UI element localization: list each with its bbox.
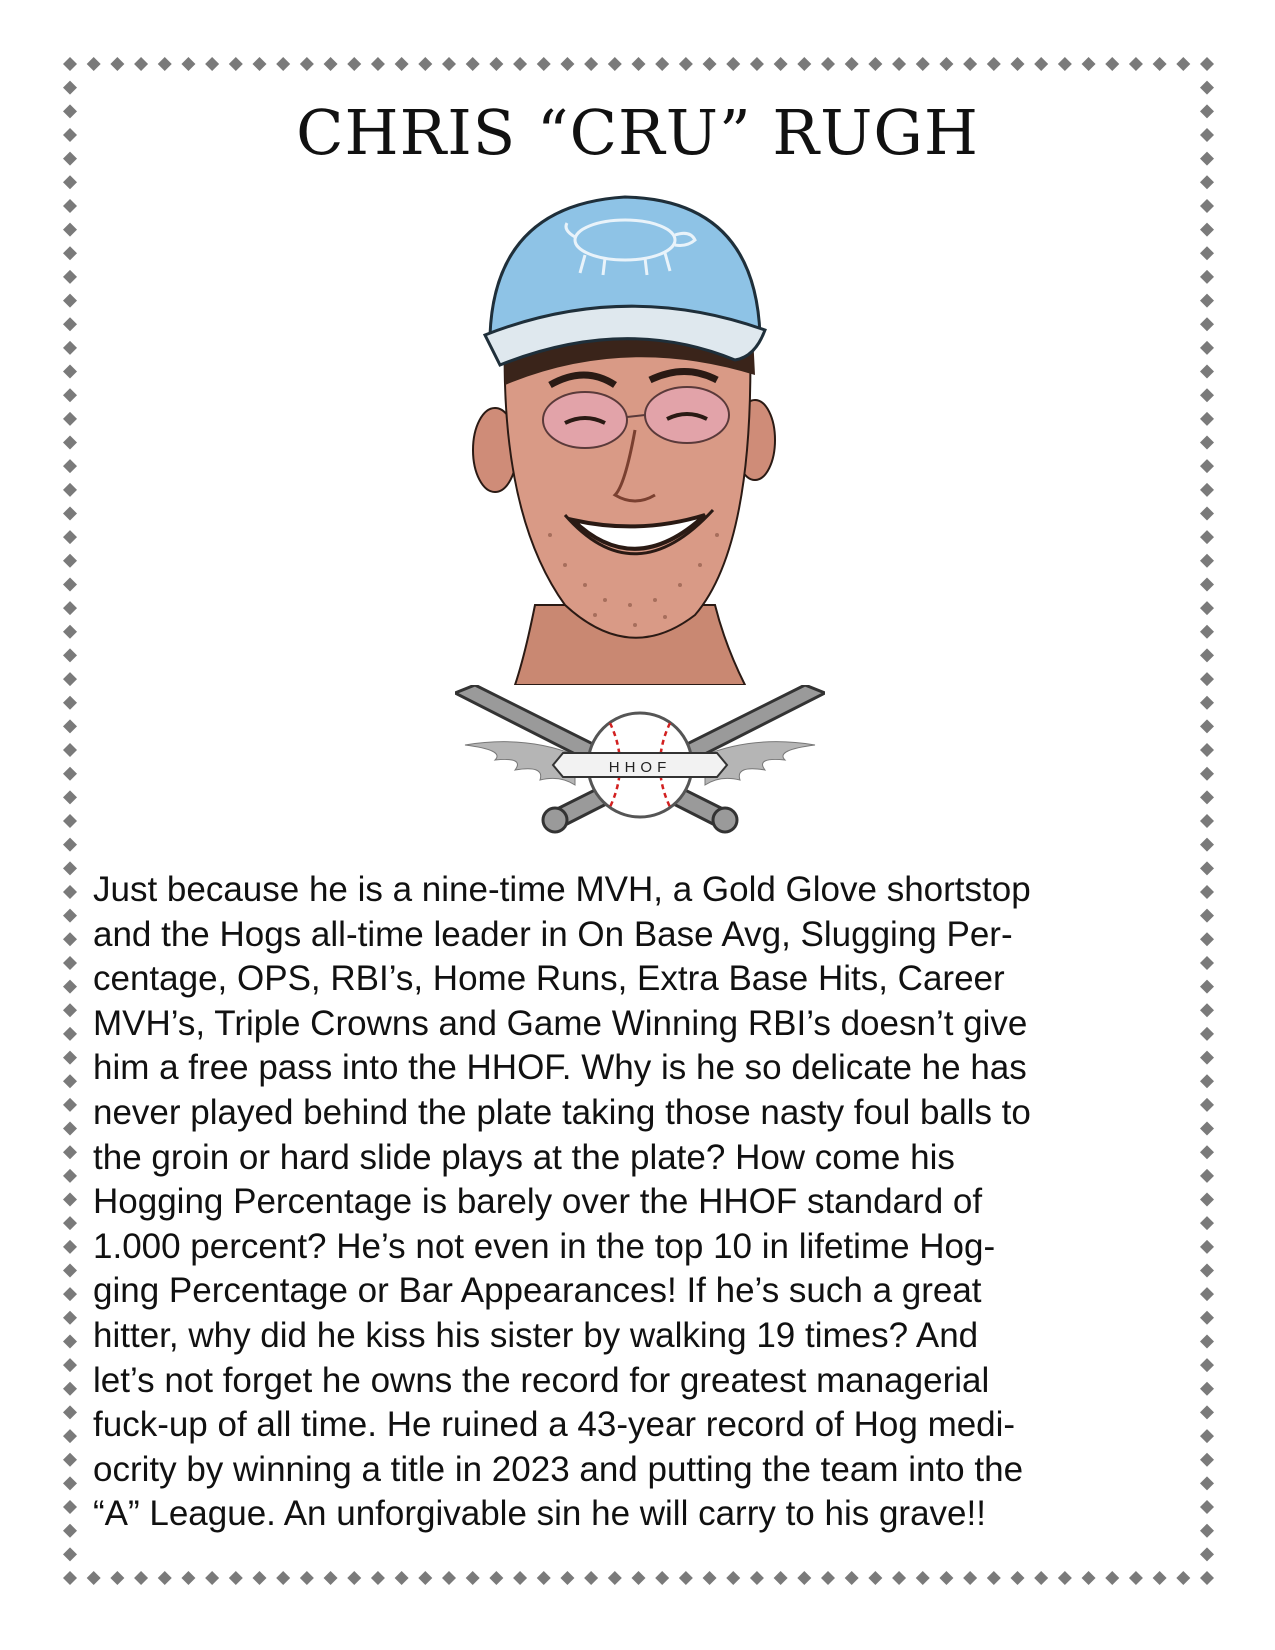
border-diamond bbox=[1200, 672, 1214, 686]
border-diamond bbox=[63, 909, 77, 923]
border-diamond bbox=[1105, 1571, 1119, 1585]
hhof-logo bbox=[455, 685, 825, 845]
border-diamond bbox=[868, 57, 882, 71]
player-portrait bbox=[455, 185, 815, 685]
border-diamond bbox=[276, 1571, 290, 1585]
border-diamond bbox=[63, 1051, 77, 1065]
border-diamond bbox=[1200, 1500, 1214, 1514]
border-diamond bbox=[63, 1571, 77, 1585]
border-diamond bbox=[1200, 57, 1214, 71]
border-diamond bbox=[229, 1571, 243, 1585]
border-diamond bbox=[1200, 838, 1214, 852]
border-diamond bbox=[63, 1145, 77, 1159]
border-diamond bbox=[1200, 175, 1214, 189]
border-diamond bbox=[87, 1571, 101, 1585]
border-diamond bbox=[63, 696, 77, 710]
border-diamond bbox=[63, 530, 77, 544]
border-diamond bbox=[1200, 1145, 1214, 1159]
border-diamond bbox=[63, 672, 77, 686]
border-diamond bbox=[1200, 1027, 1214, 1041]
border-diamond bbox=[63, 1311, 77, 1325]
border-diamond bbox=[110, 1571, 124, 1585]
border-diamond bbox=[63, 81, 77, 95]
border-diamond bbox=[300, 1571, 314, 1585]
border-diamond bbox=[1058, 57, 1072, 71]
border-diamond bbox=[821, 57, 835, 71]
border-diamond bbox=[1200, 1169, 1214, 1183]
border-diamond bbox=[229, 57, 243, 71]
border-diamond bbox=[1011, 57, 1025, 71]
border-diamond bbox=[1200, 1193, 1214, 1207]
border-diamond bbox=[63, 1500, 77, 1514]
border-diamond bbox=[1034, 1571, 1048, 1585]
border-diamond bbox=[1058, 1571, 1072, 1585]
border-diamond bbox=[63, 365, 77, 379]
border-diamond bbox=[63, 980, 77, 994]
border-diamond bbox=[1200, 81, 1214, 95]
border-diamond bbox=[63, 767, 77, 781]
border-diamond bbox=[1153, 57, 1167, 71]
border-diamond bbox=[1200, 1358, 1214, 1372]
border-diamond bbox=[1200, 554, 1214, 568]
border-diamond bbox=[1200, 648, 1214, 662]
border-diamond bbox=[395, 57, 409, 71]
border-diamond bbox=[608, 1571, 622, 1585]
border-diamond bbox=[1200, 436, 1214, 450]
border-diamond bbox=[63, 1358, 77, 1372]
border-diamond bbox=[347, 57, 361, 71]
border-diamond bbox=[1200, 861, 1214, 875]
border-diamond bbox=[276, 57, 290, 71]
border-diamond bbox=[205, 57, 219, 71]
border-diamond bbox=[892, 57, 906, 71]
border-diamond bbox=[1200, 1240, 1214, 1254]
border-diamond bbox=[442, 57, 456, 71]
border-diamond bbox=[1200, 577, 1214, 591]
border-diamond bbox=[466, 1571, 480, 1585]
border-diamond bbox=[1200, 1098, 1214, 1112]
border-diamond bbox=[158, 1571, 172, 1585]
border-diamond bbox=[63, 459, 77, 473]
border-diamond bbox=[655, 57, 669, 71]
border-diamond bbox=[63, 719, 77, 733]
border-diamond bbox=[134, 1571, 148, 1585]
border-diamond bbox=[1200, 1405, 1214, 1419]
border-diamond bbox=[1200, 270, 1214, 284]
border-diamond bbox=[608, 57, 622, 71]
border-diamond bbox=[63, 814, 77, 828]
border-diamond bbox=[63, 1287, 77, 1301]
border-diamond bbox=[821, 1571, 835, 1585]
border-diamond bbox=[1176, 57, 1190, 71]
border-diamond bbox=[347, 1571, 361, 1585]
border-diamond bbox=[324, 57, 338, 71]
border-diamond bbox=[253, 1571, 267, 1585]
border-diamond bbox=[181, 1571, 195, 1585]
border-diamond bbox=[63, 932, 77, 946]
border-diamond bbox=[63, 1027, 77, 1041]
border-diamond bbox=[1200, 1571, 1214, 1585]
border-diamond bbox=[1200, 1311, 1214, 1325]
border-diamond bbox=[632, 1571, 646, 1585]
border-diamond bbox=[1200, 1122, 1214, 1136]
border-diamond bbox=[1200, 719, 1214, 733]
border-diamond bbox=[963, 1571, 977, 1585]
border-diamond bbox=[1200, 1453, 1214, 1467]
border-diamond bbox=[1082, 57, 1096, 71]
border-diamond bbox=[1200, 412, 1214, 426]
border-diamond bbox=[1200, 1263, 1214, 1277]
border-diamond bbox=[63, 601, 77, 615]
border-diamond bbox=[797, 57, 811, 71]
border-diamond bbox=[63, 246, 77, 260]
border-diamond bbox=[513, 57, 527, 71]
border-diamond bbox=[1200, 980, 1214, 994]
border-diamond bbox=[1200, 530, 1214, 544]
border-diamond bbox=[537, 1571, 551, 1585]
border-diamond bbox=[584, 57, 598, 71]
border-diamond bbox=[560, 1571, 574, 1585]
border-diamond bbox=[703, 1571, 717, 1585]
border-diamond bbox=[466, 57, 480, 71]
border-diamond bbox=[1200, 1524, 1214, 1538]
border-diamond bbox=[584, 1571, 598, 1585]
border-diamond bbox=[1082, 1571, 1096, 1585]
border-diamond bbox=[1200, 1074, 1214, 1088]
border-diamond bbox=[63, 317, 77, 331]
border-diamond bbox=[774, 1571, 788, 1585]
border-diamond bbox=[158, 57, 172, 71]
border-diamond bbox=[1176, 1571, 1190, 1585]
border-diamond bbox=[63, 1122, 77, 1136]
border-diamond bbox=[750, 57, 764, 71]
border-diamond bbox=[726, 57, 740, 71]
border-diamond bbox=[63, 483, 77, 497]
border-diamond bbox=[63, 57, 77, 71]
biography-text: Just because he is a nine-time MVH, a Gold Glove shortstop and the Hogs all-time leader in On Base Avg, Slugging Per- centage, OPS, RBI’s, Home Runs, Extra Base Hits, Career MVH’s, Triple Crowns and Game Winning RBI’s doesn’t give him a free pass into the HHOF. Why is he so delicate he has never played behind the plate taking those nasty foul balls to the groin or hard slide plays at the plate? How come his Hogging Percentage is barely over the HHOF standard of 1.000 percent? He’s not even in the top 10 in lifetime Hog- ging Percentage or Bar Appearances! If he’s such a great hitter, why did he kiss his sister by walking 19 times? And let’s not forget he owns the record for greatest managerial fuck-up of all time. He ruined a 43-year record of Hog medi- ocrity by winning a title in 2023 and putting the team into the “A” League. An unforgivable sin he will carry to his grave!! bbox=[93, 870, 1031, 1534]
border-diamond bbox=[371, 57, 385, 71]
border-diamond bbox=[750, 1571, 764, 1585]
border-diamond bbox=[63, 1405, 77, 1419]
border-diamond bbox=[300, 57, 314, 71]
border-diamond bbox=[1200, 1382, 1214, 1396]
border-diamond bbox=[63, 577, 77, 591]
border-diamond bbox=[63, 1453, 77, 1467]
border-diamond bbox=[63, 1003, 77, 1017]
border-diamond bbox=[63, 1193, 77, 1207]
border-diamond bbox=[892, 1571, 906, 1585]
border-diamond bbox=[63, 1263, 77, 1277]
border-diamond bbox=[87, 57, 101, 71]
border-diamond bbox=[1200, 1429, 1214, 1443]
border-diamond bbox=[1034, 57, 1048, 71]
border-diamond bbox=[63, 1169, 77, 1183]
border-diamond bbox=[1200, 696, 1214, 710]
border-diamond bbox=[395, 1571, 409, 1585]
border-diamond bbox=[797, 1571, 811, 1585]
border-diamond bbox=[63, 341, 77, 355]
border-diamond bbox=[845, 57, 859, 71]
border-diamond bbox=[63, 412, 77, 426]
border-diamond bbox=[845, 1571, 859, 1585]
border-diamond bbox=[1200, 223, 1214, 237]
border-diamond bbox=[1011, 1571, 1025, 1585]
border-diamond bbox=[324, 1571, 338, 1585]
border-diamond bbox=[774, 57, 788, 71]
border-diamond bbox=[963, 57, 977, 71]
border-diamond bbox=[63, 1547, 77, 1561]
border-diamond bbox=[63, 1334, 77, 1348]
border-diamond bbox=[1200, 1334, 1214, 1348]
border-diamond bbox=[1200, 814, 1214, 828]
border-diamond bbox=[63, 1098, 77, 1112]
border-diamond bbox=[63, 956, 77, 970]
border-diamond bbox=[513, 1571, 527, 1585]
border-diamond bbox=[63, 861, 77, 875]
border-diamond bbox=[205, 1571, 219, 1585]
border-diamond bbox=[63, 1074, 77, 1088]
border-diamond bbox=[1200, 1547, 1214, 1561]
border-diamond bbox=[489, 1571, 503, 1585]
border-diamond bbox=[1200, 341, 1214, 355]
border-diamond bbox=[63, 648, 77, 662]
border-diamond bbox=[703, 57, 717, 71]
border-diamond bbox=[1200, 885, 1214, 899]
border-diamond bbox=[1200, 625, 1214, 639]
logo-banner-text: HHOF bbox=[608, 759, 672, 776]
border-diamond bbox=[1200, 1003, 1214, 1017]
border-diamond bbox=[63, 199, 77, 213]
border-diamond bbox=[632, 57, 646, 71]
border-diamond bbox=[1200, 246, 1214, 260]
border-diamond bbox=[1105, 57, 1119, 71]
border-diamond bbox=[63, 743, 77, 757]
border-diamond bbox=[1200, 459, 1214, 473]
border-diamond bbox=[63, 506, 77, 520]
border-diamond bbox=[868, 1571, 882, 1585]
border-diamond bbox=[916, 57, 930, 71]
border-diamond bbox=[63, 270, 77, 284]
border-diamond bbox=[63, 436, 77, 450]
border-diamond bbox=[489, 57, 503, 71]
border-diamond bbox=[253, 57, 267, 71]
border-diamond bbox=[63, 1216, 77, 1230]
border-diamond bbox=[63, 294, 77, 308]
border-diamond bbox=[63, 1382, 77, 1396]
border-diamond bbox=[1200, 388, 1214, 402]
border-diamond bbox=[939, 57, 953, 71]
border-diamond bbox=[63, 1476, 77, 1490]
border-diamond bbox=[63, 223, 77, 237]
border-diamond bbox=[560, 57, 574, 71]
border-diamond bbox=[1200, 294, 1214, 308]
border-diamond bbox=[1200, 1287, 1214, 1301]
border-diamond bbox=[418, 57, 432, 71]
border-diamond bbox=[537, 57, 551, 71]
border-diamond bbox=[63, 790, 77, 804]
border-diamond bbox=[916, 1571, 930, 1585]
border-diamond bbox=[63, 625, 77, 639]
border-diamond bbox=[655, 1571, 669, 1585]
border-diamond bbox=[1200, 956, 1214, 970]
border-diamond bbox=[1200, 767, 1214, 781]
border-diamond bbox=[63, 1524, 77, 1538]
border-diamond bbox=[679, 57, 693, 71]
border-diamond bbox=[1200, 909, 1214, 923]
border-diamond bbox=[63, 1429, 77, 1443]
border-diamond bbox=[1200, 790, 1214, 804]
border-diamond bbox=[1200, 601, 1214, 615]
border-diamond bbox=[939, 1571, 953, 1585]
border-diamond bbox=[1200, 199, 1214, 213]
border-diamond bbox=[679, 1571, 693, 1585]
border-diamond bbox=[63, 388, 77, 402]
border-diamond bbox=[726, 1571, 740, 1585]
border-diamond bbox=[987, 57, 1001, 71]
border-diamond bbox=[1200, 743, 1214, 757]
border-diamond bbox=[63, 1240, 77, 1254]
border-diamond bbox=[1129, 57, 1143, 71]
border-diamond bbox=[134, 57, 148, 71]
border-diamond bbox=[63, 175, 77, 189]
border-diamond bbox=[371, 1571, 385, 1585]
border-diamond bbox=[1200, 932, 1214, 946]
border-diamond bbox=[1129, 1571, 1143, 1585]
border-diamond bbox=[63, 554, 77, 568]
border-diamond bbox=[1200, 317, 1214, 331]
border-diamond bbox=[418, 1571, 432, 1585]
border-diamond bbox=[442, 1571, 456, 1585]
border-diamond bbox=[1200, 506, 1214, 520]
border-diamond bbox=[181, 57, 195, 71]
border-diamond bbox=[63, 838, 77, 852]
border-diamond bbox=[1200, 365, 1214, 379]
border-diamond bbox=[1200, 1216, 1214, 1230]
border-diamond bbox=[110, 57, 124, 71]
border-diamond bbox=[1200, 1051, 1214, 1065]
border-diamond bbox=[1153, 1571, 1167, 1585]
border-diamond bbox=[1200, 1476, 1214, 1490]
border-diamond bbox=[987, 1571, 1001, 1585]
border-diamond bbox=[1200, 483, 1214, 497]
border-diamond bbox=[63, 885, 77, 899]
page-title: CHRIS “CRU” RUGH bbox=[296, 96, 979, 169]
